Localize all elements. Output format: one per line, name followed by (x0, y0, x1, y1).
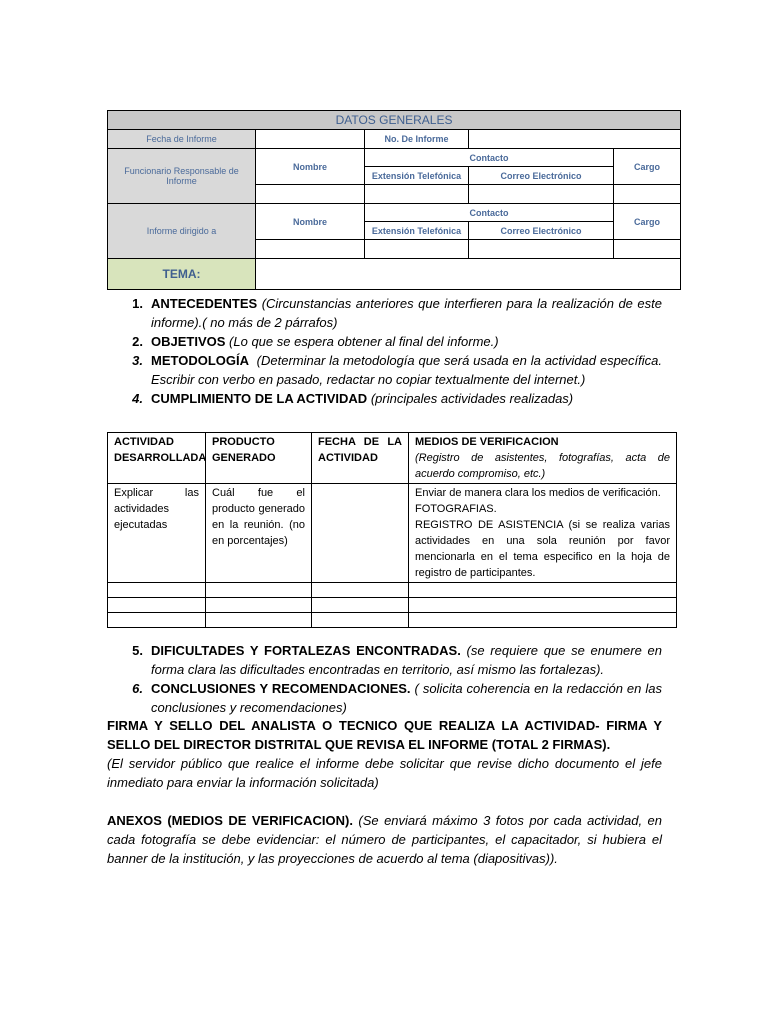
empty-cell[interactable] (409, 613, 677, 628)
firma-block (107, 716, 662, 792)
empty-cell[interactable] (312, 583, 409, 598)
section-dificultades (107, 641, 662, 679)
anexos-block (107, 811, 662, 868)
section-title: CUMPLIMIENTO DE LA ACTIVIDAD (151, 391, 368, 406)
section-title: OBJETIVOS (151, 334, 226, 349)
dirigido-correo-field[interactable] (469, 240, 614, 259)
empty-cell[interactable] (409, 583, 677, 598)
no-informe-field[interactable] (469, 130, 681, 149)
section-number: 4. (132, 391, 143, 406)
section-number: 3. (132, 353, 143, 368)
dirigido-nombre-field[interactable] (256, 240, 365, 259)
empty-cell[interactable] (206, 613, 312, 628)
table-row (108, 598, 677, 613)
empty-cell[interactable] (409, 598, 677, 613)
cell-fecha[interactable] (312, 484, 409, 583)
anexos-title: ANEXOS (MEDIOS DE VERIFICACION). (107, 813, 353, 828)
dirigido-contacto-label: Contacto (365, 204, 614, 222)
fecha-informe-field[interactable] (256, 130, 365, 149)
header-medios-description: (Registro de asistentes, fotografías, acta de acuerdo compromiso, etc.) (415, 452, 670, 480)
dirigido-label: Informe dirigido a (108, 204, 256, 259)
tema-field[interactable] (256, 259, 681, 290)
empty-cell[interactable] (312, 598, 409, 613)
empty-cell[interactable] (108, 598, 206, 613)
section-conclusiones (107, 679, 662, 717)
dirigido-extension-field[interactable] (365, 240, 469, 259)
datos-generales-table (107, 110, 681, 290)
section-cumplimiento (107, 389, 662, 408)
header-medios-title: MEDIOS DE VERIFICACION (415, 436, 559, 448)
sections-list-continued (107, 641, 662, 717)
header-fecha: FECHA DE LA ACTIVIDAD (312, 433, 409, 484)
funcionario-extension-field[interactable] (365, 185, 469, 204)
cell-medios[interactable] (409, 484, 677, 583)
section-title: CONCLUSIONES Y RECOMENDACIONES. (151, 681, 411, 696)
dirigido-cargo-field[interactable] (614, 240, 681, 259)
section-description: (se requiere que se enumere en forma clara las dificultades encontradas en territorio, así mismo las fortalezas). (151, 643, 662, 677)
section-description: (Circunstancias anteriores que interfieren para la realización de este informe).( no más de 2 párrafos) (151, 296, 662, 330)
section-description: (Lo que se espera obtener al final del informe.) (229, 334, 499, 349)
section-description: (Determinar la metodología que será usada en la actividad específica. Escribir con verbo en pasado, redactar no copiar textualmente del internet.) (151, 353, 662, 387)
empty-cell[interactable] (108, 583, 206, 598)
funcionario-cargo-label: Cargo (614, 149, 681, 185)
dirigido-cargo-label: Cargo (614, 204, 681, 240)
activity-table (107, 432, 677, 628)
cell-producto[interactable]: Cuál fue el producto generado en la reunión. (no en porcentajes) (206, 484, 312, 583)
dirigido-extension-label: Extensión Telefónica (365, 222, 469, 240)
funcionario-nombre-field[interactable] (256, 185, 365, 204)
section-objetivos (107, 332, 662, 351)
section-metodologia (107, 351, 662, 389)
cell-medios-line: REGISTRO DE ASISTENCIA (si se realiza varias actividades en una sola reunión por favor mencionarla en el tema especifico en la hoja de registro de participantes. (415, 519, 670, 579)
header-actividad: ACTIVIDAD DESARROLLADA (108, 433, 206, 484)
dirigido-nombre-label: Nombre (256, 204, 365, 240)
cell-actividad[interactable]: Explicar las actividades ejecutadas (108, 484, 206, 583)
sections-list (107, 294, 662, 408)
no-informe-label: No. De Informe (365, 130, 469, 149)
funcionario-correo-label: Correo Electrónico (469, 167, 614, 185)
section-description: (principales actividades realizadas) (370, 391, 574, 406)
empty-cell[interactable] (312, 613, 409, 628)
section-number: 6. (132, 681, 143, 696)
funcionario-label: Funcionario Responsable de Informe (108, 149, 256, 204)
section-number: 1. (132, 296, 143, 311)
header-producto: PRODUCTO GENERADO (206, 433, 312, 484)
firma-title: FIRMA Y SELLO DEL ANALISTA O TECNICO QUE REALIZA LA ACTIVIDAD- FIRMA Y SELLO DEL DIRECTOR DISTRITAL QUE REVISA EL INFORME (TOTAL 2 FIRMAS). (107, 718, 662, 752)
section-description: ( solicita coherencia en la redacción en las conclusiones y recomendaciones) (151, 681, 662, 715)
cell-medios-line: FOTOGRAFIAS. (415, 503, 497, 515)
fecha-informe-label: Fecha de Informe (108, 130, 256, 149)
funcionario-extension-label: Extensión Telefónica (365, 167, 469, 185)
empty-cell[interactable] (206, 598, 312, 613)
funcionario-correo-field[interactable] (469, 185, 614, 204)
anexos-note: (Se enviará máximo 3 fotos por cada actividad, en cada fotografía se debe evidenciar: el número de participantes, el capacitador, si hubiera el banner de la institución, y las proyecciones de acuerdo al tema (diapositivas)). (107, 813, 662, 866)
funcionario-nombre-label: Nombre (256, 149, 365, 185)
section-title: METODOLOGÍA (151, 353, 249, 368)
empty-cell[interactable] (108, 613, 206, 628)
header-medios (409, 433, 677, 484)
section-title: DIFICULTADES Y FORTALEZAS ENCONTRADAS. (151, 643, 461, 658)
tema-label: TEMA: (108, 259, 256, 290)
empty-cell[interactable] (206, 583, 312, 598)
firma-note: (El servidor público que realice el informe debe solicitar que revise dicho documento el jefe inmediato para enviar la información solicitada) (107, 756, 662, 790)
section-number: 5. (132, 643, 143, 658)
section-number: 2. (132, 334, 143, 349)
table-row (108, 613, 677, 628)
funcionario-contacto-label: Contacto (365, 149, 614, 167)
funcionario-cargo-field[interactable] (614, 185, 681, 204)
dirigido-correo-label: Correo Electrónico (469, 222, 614, 240)
cell-medios-line: Enviar de manera clara los medios de verificación. (415, 487, 661, 499)
section-antecedentes (107, 294, 662, 332)
table-row (108, 583, 677, 598)
datos-generales-title: DATOS GENERALES (108, 111, 681, 130)
section-title: ANTECEDENTES (151, 296, 258, 311)
